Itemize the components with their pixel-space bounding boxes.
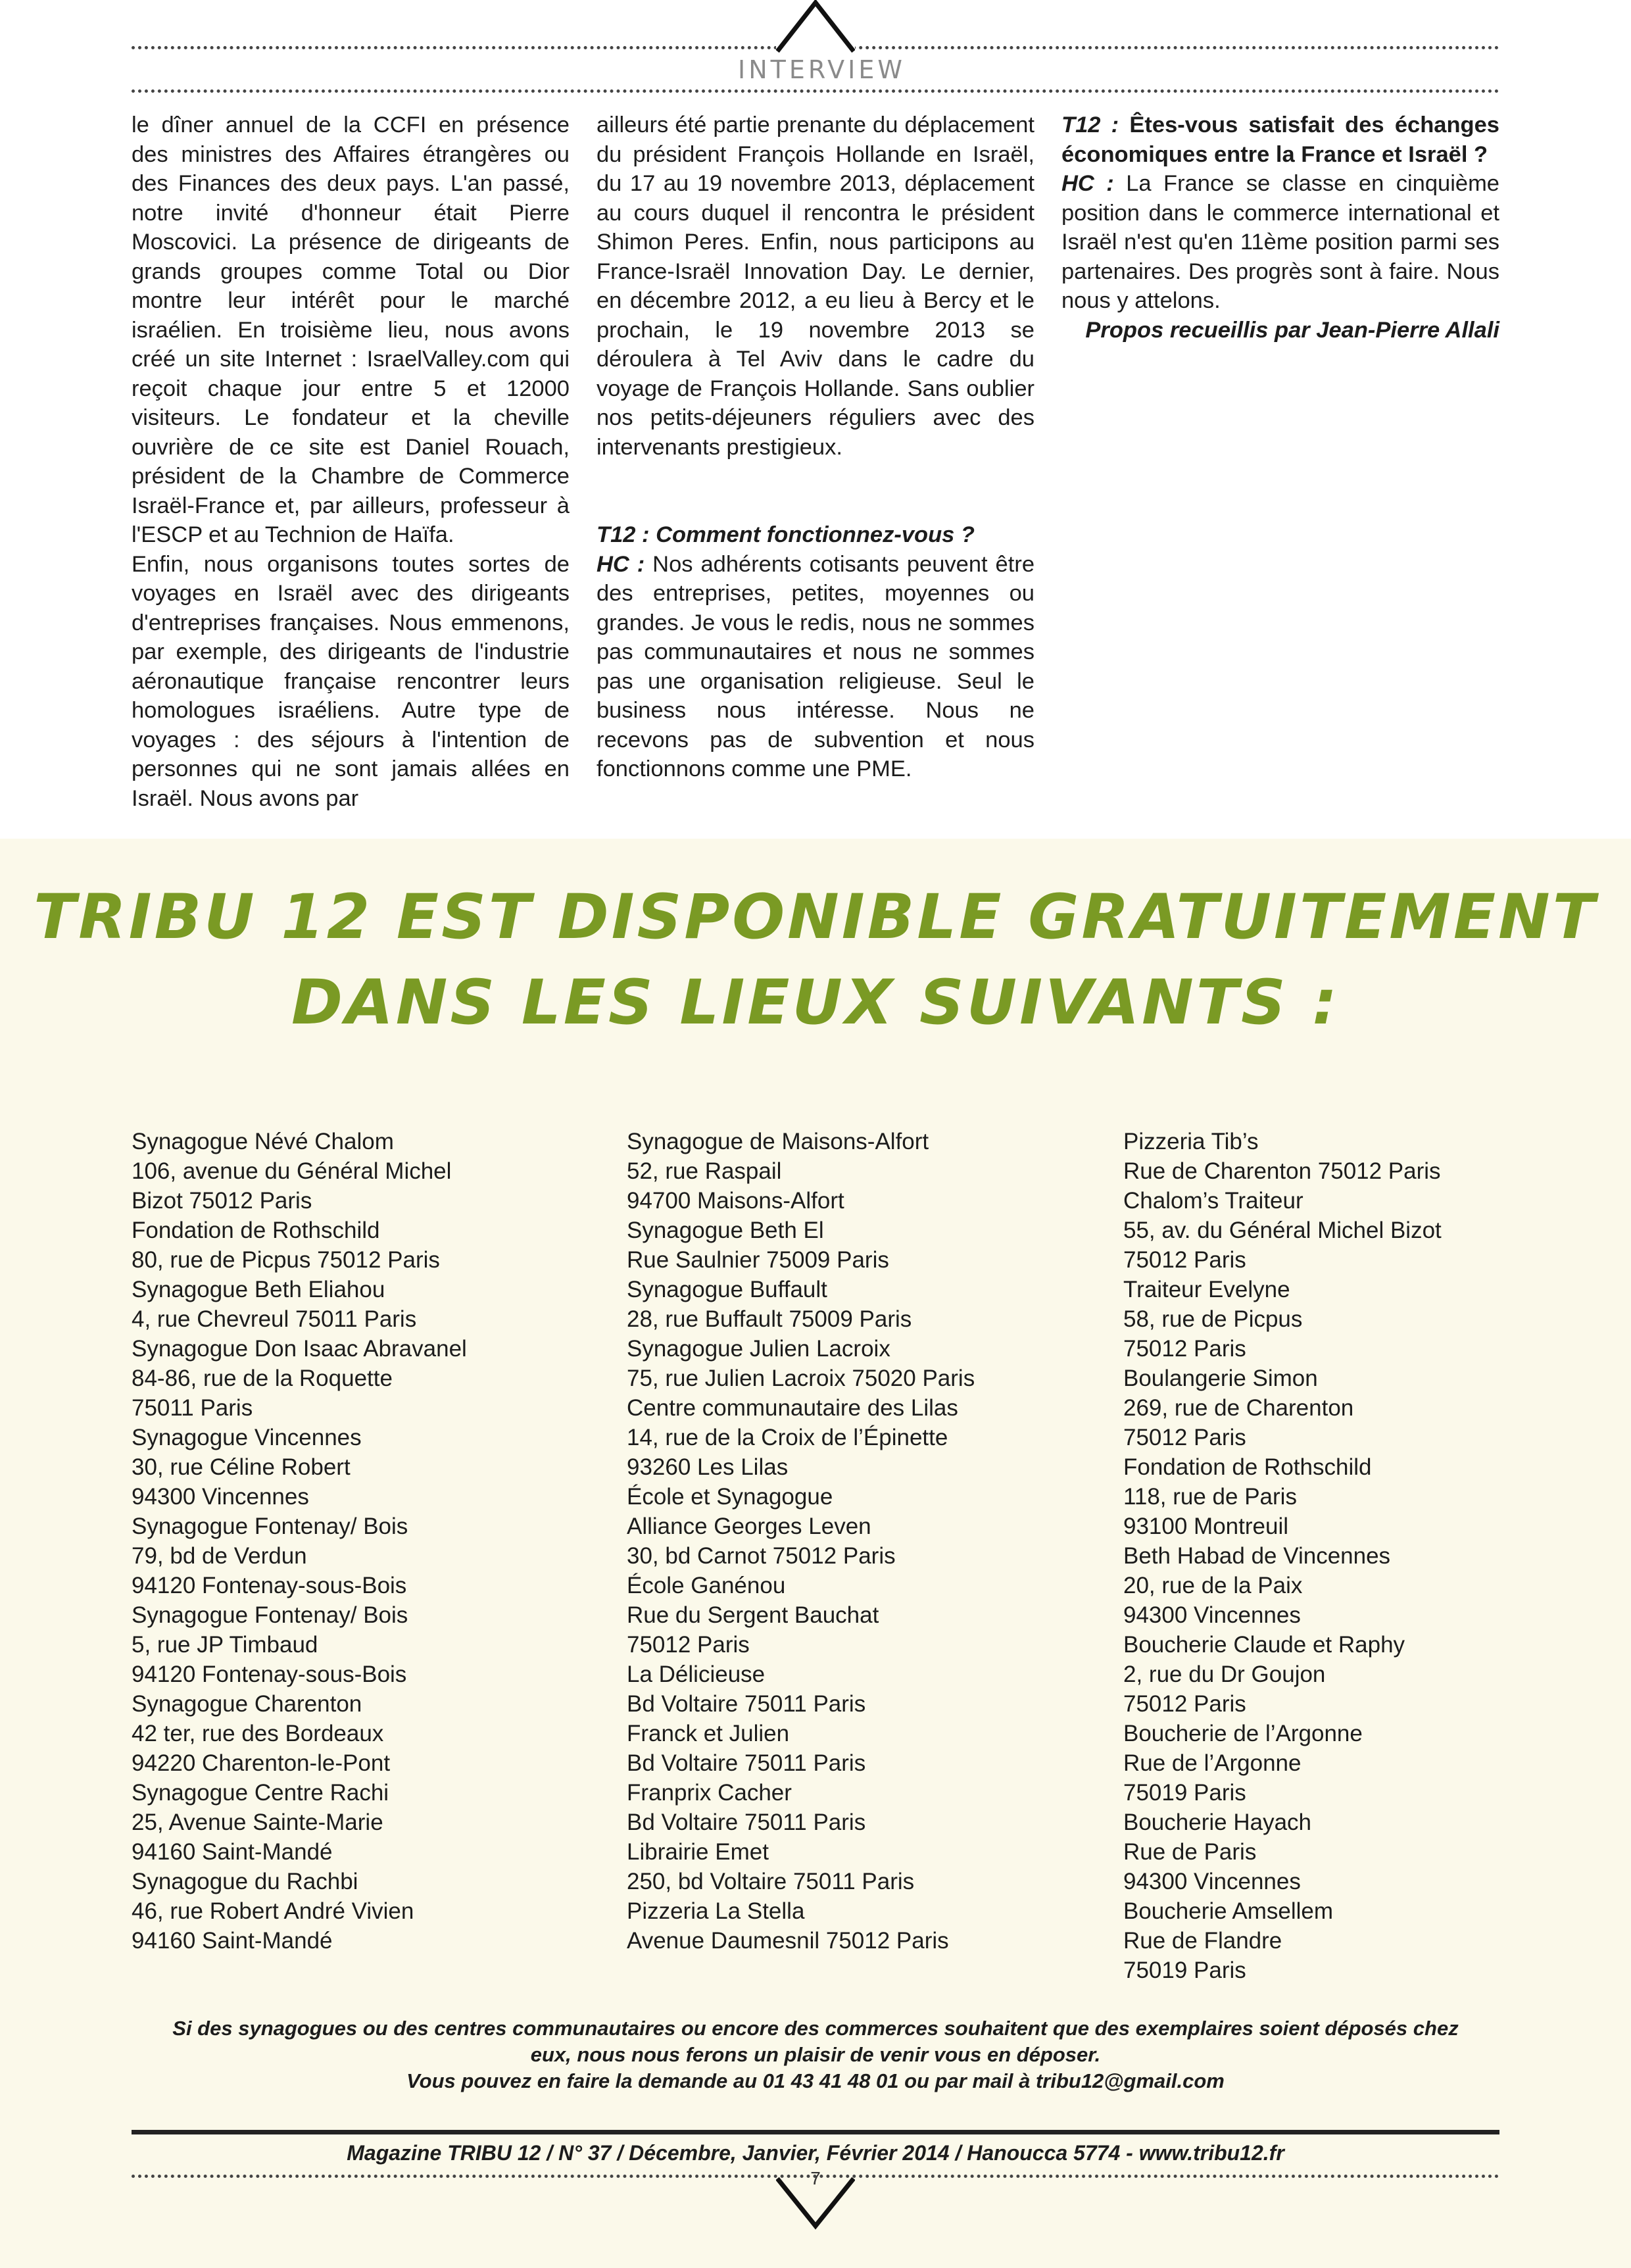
location-line: 94700 Maisons-Alfort: [627, 1188, 844, 1214]
location-line: Rue du Sergent Bauchat: [627, 1602, 879, 1628]
location-line: 106, avenue du Général Michel: [132, 1158, 452, 1184]
location-line: Synagogue Charenton: [132, 1691, 362, 1717]
section-label: INTERVIEW: [738, 55, 906, 84]
location-line: Fondation de Rothschild: [132, 1218, 380, 1243]
location-line: 94300 Vincennes: [132, 1484, 309, 1510]
location-line: Synagogue Fontenay/ Bois: [132, 1514, 408, 1539]
question-text: Êtes-vous satisfait des échanges économiques entre la France et Israël ?: [1061, 112, 1499, 167]
location-line: Bd Voltaire 75011 Paris: [627, 1691, 866, 1717]
interview-answer: [1061, 169, 1499, 316]
location-line: Pizzeria La Stella: [627, 1898, 805, 1924]
article-column-2: [596, 111, 1035, 784]
location-line: 30, rue Céline Robert: [132, 1454, 351, 1480]
header-chevron-icon: [776, 0, 855, 54]
location-line: 94220 Charenton-le-Pont: [132, 1750, 391, 1776]
article-paragraph: ailleurs été partie prenante du déplacement du président François Hollande en Israël, du 17 au 19 novembre 2013, déplacement au cours duquel il rencontra le président Shimon Peres. Enfin, nous participons au France-Israël Innovation Day. Le dernier, en décembre 2012, a eu lieu à Bercy et le prochain, le 19 novembre 2013 se déroulera à Tel Aviv dans le cadre du voyage de François Hollande. Sans oublier nos petits-déjeuners réguliers avec des intervenants prestigieux.: [596, 112, 1035, 460]
location-line: 79, bd de Verdun: [132, 1543, 307, 1569]
location-line: Boucherie de l’Argonne: [1123, 1721, 1363, 1746]
location-line: 93100 Montreuil: [1123, 1514, 1288, 1539]
location-line: École et Synagogue: [627, 1484, 833, 1510]
location-line: 4, rue Chevreul 75011 Paris: [132, 1306, 417, 1332]
article-column-3: [1061, 111, 1499, 345]
location-line: Synagogue Beth El: [627, 1218, 824, 1243]
location-line: Rue de Paris: [1123, 1839, 1257, 1865]
answer-prefix: HC :: [1061, 171, 1114, 196]
location-line: Rue de l’Argonne: [1123, 1750, 1302, 1776]
distribution-headline-line-1: TRIBU 12 EST DISPONIBLE GRATUITEMENT: [34, 881, 1597, 953]
location-line: Synagogue Beth Eliahou: [132, 1277, 385, 1302]
location-line: Synagogue Buffault: [627, 1277, 827, 1302]
location-line: Synagogue Centre Rachi: [132, 1780, 389, 1806]
footer-credits: Magazine TRIBU 12 / N° 37 / Décembre, Janvier, Février 2014 / Hanoucca 5774 - www.tribu12.fr: [347, 2141, 1284, 2165]
location-line: 75012 Paris: [627, 1632, 750, 1658]
location-line: 94160 Saint-Mandé: [132, 1928, 333, 1954]
article-signature: Propos recueillis par Jean-Pierre Allali: [1085, 317, 1499, 343]
header-dotted-rule-lower: [132, 89, 1499, 93]
location-line: Synagogue Névé Chalom: [132, 1129, 394, 1154]
distribution-headline-line-2: DANS LES LIEUX SUIVANTS :: [291, 967, 1340, 1039]
location-line: Alliance Georges Leven: [627, 1514, 871, 1539]
location-line: Franck et Julien: [627, 1721, 790, 1746]
location-line: 94120 Fontenay-sous-Bois: [132, 1573, 407, 1598]
page-number: 7: [810, 2168, 821, 2188]
location-line: 94160 Saint-Mandé: [132, 1839, 333, 1865]
location-line: Synagogue Don Isaac Abravanel: [132, 1336, 467, 1362]
interview-answer: [596, 550, 1035, 784]
distribution-note: [125, 2015, 1506, 2094]
location-line: Bizot 75012 Paris: [132, 1188, 312, 1214]
location-line: 20, rue de la Paix: [1123, 1573, 1303, 1598]
location-line: 75012 Paris: [1123, 1247, 1246, 1273]
location-line: Boucherie Amsellem: [1123, 1898, 1334, 1924]
location-line: 94120 Fontenay-sous-Bois: [132, 1662, 407, 1687]
article-paragraph: Enfin, nous organisons toutes sortes de voyages en Israël avec des dirigeants d'entreprises françaises. Nous emmenons, par exemple, des dirigeants de l'industrie aéronautique française rencontrer leurs homologues israéliens. Autre type de voyages : des séjours à l'intention de personnes qui ne sont jamais allées en Israël. Nous avons par: [132, 551, 570, 811]
location-line: Synagogue de Maisons-Alfort: [627, 1129, 929, 1154]
location-line: Rue Saulnier 75009 Paris: [627, 1247, 889, 1273]
location-line: Bd Voltaire 75011 Paris: [627, 1810, 866, 1835]
location-line: Synagogue Julien Lacroix: [627, 1336, 890, 1362]
location-line: 25, Avenue Sainte-Marie: [132, 1810, 383, 1835]
location-line: Beth Habad de Vincennes: [1123, 1543, 1391, 1569]
location-line: 84-86, rue de la Roquette: [132, 1366, 393, 1391]
location-line: 30, bd Carnot 75012 Paris: [627, 1543, 896, 1569]
location-line: 5, rue JP Timbaud: [132, 1632, 318, 1658]
article-paragraph: le dîner annuel de la CCFI en présence des ministres des Affaires étrangères ou des Finances des deux pays. L'an passé, notre invité d'honneur était Pierre Moscovici. La présence de dirigeants de grands groupes comme Total ou Dior montre leur intérêt pour le marché israélien. En troisième lieu, nous avons créé un site Internet : IsraelValley.com qui reçoit chaque jour entre 5 et 12000 visiteurs. Le fondateur et la cheville ouvrière de ce site est Daniel Rouach, président de la Chambre de Commerce Israël-France et, par ailleurs, professeur à l'ESCP et au Technion de Haïfa.: [132, 112, 570, 547]
interview-question: T12 : Comment fonctionnez-vous ?: [596, 522, 975, 547]
location-line: 75012 Paris: [1123, 1425, 1246, 1450]
location-line: Rue de Flandre: [1123, 1928, 1282, 1954]
location-line: 75011 Paris: [132, 1395, 253, 1421]
location-line: 94300 Vincennes: [1123, 1602, 1301, 1628]
note-line: Si des synagogues ou des centres communautaires ou encore des commerces souhaitent que des exemplaires soient déposés chez: [172, 2017, 1459, 2040]
location-line: 75012 Paris: [1123, 1691, 1246, 1717]
location-line: 80, rue de Picpus 75012 Paris: [132, 1247, 440, 1273]
location-line: Fondation de Rothschild: [1123, 1454, 1372, 1480]
locations-list-1: [132, 1127, 467, 1956]
location-line: 46, rue Robert André Vivien: [132, 1898, 414, 1924]
location-line: Librairie Emet: [627, 1839, 769, 1865]
location-line: Chalom’s Traiteur: [1123, 1188, 1303, 1214]
location-line: 75012 Paris: [1123, 1336, 1246, 1362]
note-line: eux, nous nous ferons un plaisir de venir vous en déposer.: [530, 2043, 1101, 2066]
location-line: 75019 Paris: [1123, 1780, 1246, 1806]
note-line: Vous pouvez en faire la demande au 01 43 41 48 01 ou par mail à tribu12@gmail.com: [406, 2069, 1225, 2092]
answer-prefix: HC :: [596, 551, 645, 577]
location-line: 52, rue Raspail: [627, 1158, 782, 1184]
location-line: 118, rue de Paris: [1123, 1484, 1297, 1510]
location-line: Pizzeria Tib’s: [1123, 1129, 1259, 1154]
location-line: 94300 Vincennes: [1123, 1869, 1301, 1894]
interview-question: [1061, 111, 1499, 169]
location-line: Boucherie Claude et Raphy: [1123, 1632, 1405, 1658]
location-line: 58, rue de Picpus: [1123, 1306, 1303, 1332]
location-line: Boulangerie Simon: [1123, 1366, 1318, 1391]
location-line: 55, av. du Général Michel Bizot: [1123, 1218, 1442, 1243]
location-line: École Ganénou: [627, 1573, 786, 1598]
footer-rule: [132, 2130, 1499, 2134]
question-prefix: T12 :: [1061, 112, 1119, 137]
location-line: 28, rue Buffault 75009 Paris: [627, 1306, 912, 1332]
location-line: 75, rue Julien Lacroix 75020 Paris: [627, 1366, 975, 1391]
location-line: Franprix Cacher: [627, 1780, 792, 1806]
location-line: 250, bd Voltaire 75011 Paris: [627, 1869, 915, 1894]
location-line: Synagogue du Rachbi: [132, 1869, 358, 1894]
locations-list-3: [1123, 1127, 1442, 1985]
article-column-1: [132, 111, 570, 813]
location-line: 2, rue du Dr Goujon: [1123, 1662, 1326, 1687]
location-line: La Délicieuse: [627, 1662, 766, 1687]
location-line: Synagogue Vincennes: [132, 1425, 362, 1450]
locations-list-2: [627, 1127, 975, 1956]
location-line: Rue de Charenton 75012 Paris: [1123, 1158, 1441, 1184]
location-line: 42 ter, rue des Bordeaux: [132, 1721, 384, 1746]
location-line: Centre communautaire des Lilas: [627, 1395, 958, 1421]
location-line: 14, rue de la Croix de l’Épinette: [627, 1425, 948, 1450]
location-line: Bd Voltaire 75011 Paris: [627, 1750, 866, 1776]
answer-text: La France se classe en cinquième position dans le commerce international et Israël n'est qu'en 11ème position parmi ses partenaires. Des progrès sont à faire. Nous nous y attelons.: [1061, 171, 1499, 313]
location-line: Synagogue Fontenay/ Bois: [132, 1602, 408, 1628]
location-line: 269, rue de Charenton: [1123, 1395, 1354, 1421]
location-line: Traiteur Evelyne: [1123, 1277, 1290, 1302]
location-line: 93260 Les Lilas: [627, 1454, 789, 1480]
location-line: Avenue Daumesnil 75012 Paris: [627, 1928, 949, 1954]
location-line: 75019 Paris: [1123, 1958, 1246, 1983]
location-line: Boucherie Hayach: [1123, 1810, 1311, 1835]
answer-text: Nos adhérents cotisants peuvent être des entreprises, petites, moyennes ou grandes. Je vous le redis, nous ne sommes pas communautaires et nous ne sommes pas une organisation religieuse. Seul le business nous intéresse. Nous ne recevons pas de subvention et nous fonctionnons comme une PME.: [596, 551, 1035, 781]
